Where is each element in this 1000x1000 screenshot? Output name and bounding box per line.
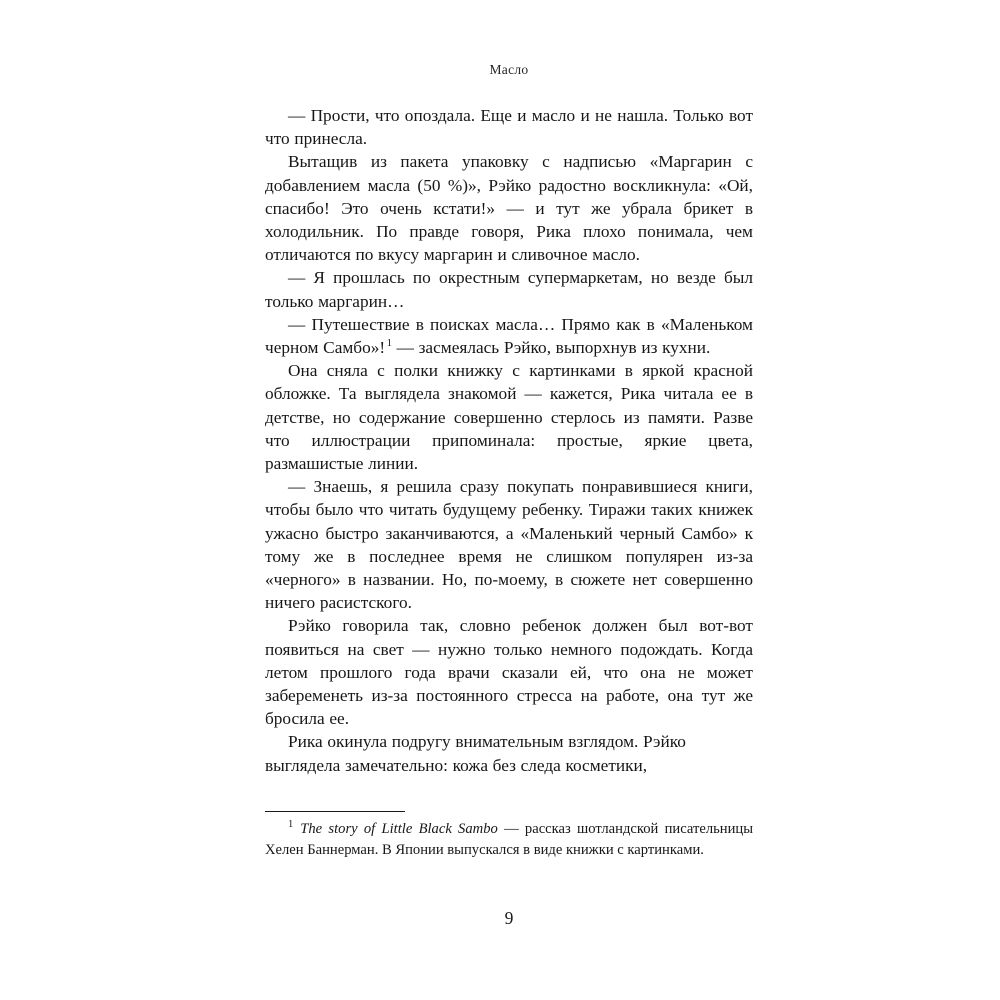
body-text-block [265,104,753,777]
footnote [265,819,753,860]
running-head: Масло [489,62,529,77]
footnote-zone [265,811,753,860]
paragraph: — Я прошлась по окрестным супермаркетам, но везде был только маргарин… [265,268,753,311]
paragraph: Рэйко говорила так, словно ребенок должен был вот-вот появиться на свет — нужно только немного подождать. Когда летом прошлого года врачи сказали ей, что она не может забеременеть из-за постоянного стресса на работе, она тут же бросила ее. [265,616,753,729]
footnote-reference-marker[interactable]: 1 [386,337,392,350]
paragraph: Она сняла с полки книжку с картинками в яркой красной обложке. Та выглядела знакомой — кажется, Рика читала ее в детстве, но содержание совершенно стерлось из памяти. Разве что иллюстрации припоминала: простые, яркие цвета, размашистые линии. [265,361,753,474]
footnote-title: The story of Little Black Sambo [300,821,498,837]
paragraph: — Прости, что опоздала. Еще и масло и не нашла. Только вот что принесла. [265,106,753,149]
page-number: 9 [504,908,514,928]
paragraph: Вытащив из пакета упаковку с надписью «Маргарин с добавлением масла (50 %)», Рэйко радостно воскликнула: «Ой, спасибо! Это очень кстати!» — и тут же убрала брикет в холодильник. По правде говоря, Рика плохо понимала, чем отличаются по вкусу маргарин и сливочное масло. [265,152,753,265]
paragraph-with-footnote-ref [265,313,753,359]
footnote-separator-rule [265,811,405,812]
footnote-text: — рассказ шотландской писательницы Хелен Баннерман. В Японии выпускался в виде книжки с картинками. [265,821,753,858]
paragraph: Рика окинула подругу внимательным взглядом. Рэйко выглядела замечательно: кожа без следа косметики, [265,732,686,775]
paragraph: — Знаешь, я решила сразу покупать понравившиеся книги, чтобы было что читать будущему ребенку. Тиражи таких книжек ужасно быстро заканчиваются, а «Маленький черный Самбо» к тому же в последнее время не слишком популярен из-за «черного» в названии. Но, по-моему, в сюжете нет совершенно ничего расистского. [265,477,753,613]
footnote-marker: 1 [288,819,294,831]
paragraph-text-lead: — Путешествие в поисках масла… Прямо как в «Маленьком черном Самбо»! [265,314,753,358]
paragraph-text-tail: — засмеялась Рэйко, выпорхнув из кухни. [391,338,711,358]
